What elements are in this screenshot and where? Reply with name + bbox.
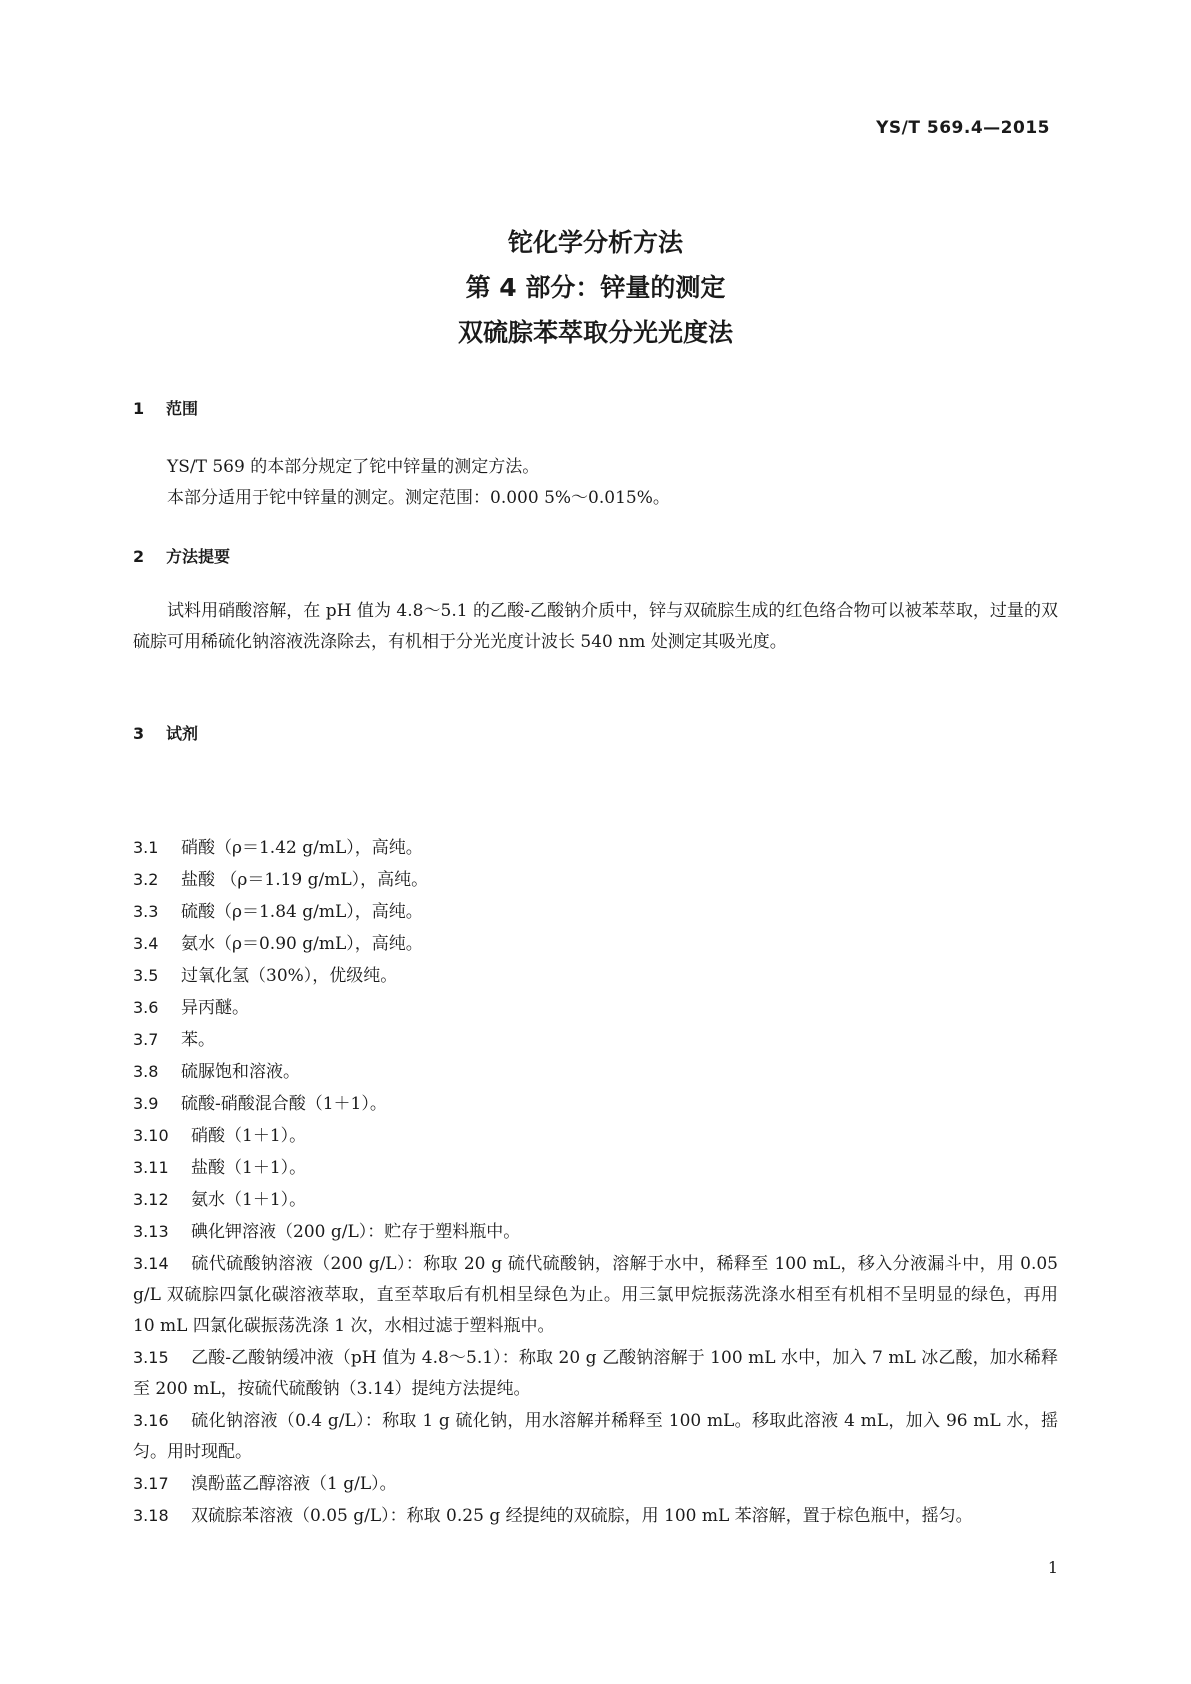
item-number: 3.8 [133, 1062, 159, 1081]
item-number: 3.3 [133, 902, 159, 921]
item-text: 盐酸（1＋1）。 [191, 1158, 307, 1178]
item-text: 碘化钾溶液（200 g/L）：贮存于塑料瓶中。 [191, 1222, 521, 1242]
item-text: 硫代硫酸钠溶液（200 g/L）：称取 20 g 硫代硫酸钠，溶解于水中，稀释至 100 mL，移入分液漏斗中，用 0.05 g/L 双硫腙四氯化碳溶液萃取，直至萃取后有机相呈绿色为止。用三氯甲烷振荡洗涤水相至有机相不呈明显的绿色，再用 10 mL 四氯化碳振荡洗涤 1 次，水相过滤于塑料瓶中。 [133, 1254, 1058, 1336]
reagent-item [133, 1405, 1058, 1468]
item-number: 3.13 [133, 1222, 169, 1241]
title-line-3: 双硫腙苯萃取分光光度法 [457, 318, 733, 347]
reagent-item [133, 1216, 1058, 1248]
item-text: 硫酸（ρ＝1.84 g/mL），高纯。 [181, 902, 423, 922]
reagent-item [133, 1500, 1058, 1532]
reagent-item [133, 832, 1058, 864]
item-text: 氨水（ρ＝0.90 g/mL），高纯。 [181, 934, 423, 954]
paragraph: YS/T 569 的本部分规定了铊中锌量的测定方法。 [167, 457, 540, 477]
reagent-item [133, 992, 1058, 1024]
item-text: 过氧化氢（30%），优级纯。 [181, 966, 398, 986]
reagent-item [133, 1152, 1058, 1184]
section-title: 方法提要 [166, 547, 231, 566]
item-text: 苯。 [181, 1030, 215, 1050]
reagent-item [133, 1342, 1058, 1405]
reagent-item [133, 1088, 1058, 1120]
item-text: 硝酸（ρ＝1.42 g/mL），高纯。 [181, 838, 423, 858]
item-number: 3.17 [133, 1474, 169, 1493]
reagent-item [133, 864, 1058, 896]
item-number: 3.4 [133, 934, 159, 953]
item-number: 3.2 [133, 870, 159, 889]
item-number: 3.12 [133, 1190, 169, 1209]
section-title: 范围 [166, 399, 199, 418]
section-heading-scope [133, 396, 198, 419]
reagent-item [133, 960, 1058, 992]
item-text: 双硫腙苯溶液（0.05 g/L）：称取 0.25 g 经提纯的双硫腙，用 100 mL 苯溶解，置于棕色瓶中，摇匀。 [191, 1506, 973, 1526]
reagent-item [133, 1468, 1058, 1500]
item-text: 异丙醚。 [181, 998, 249, 1018]
title-line-2: 第 4 部分：锌量的测定 [465, 273, 726, 302]
section-body-scope [133, 452, 1058, 514]
reagent-item [133, 896, 1058, 928]
item-number: 3.18 [133, 1506, 169, 1525]
page-number: 1 [1047, 1558, 1058, 1577]
standard-code: YS/T 569.4—2015 [876, 118, 1050, 138]
item-number: 3.9 [133, 1094, 159, 1113]
reagent-item [133, 1184, 1058, 1216]
item-text: 氨水（1＋1）。 [191, 1190, 307, 1210]
item-number: 3.11 [133, 1158, 169, 1177]
section-number: 2 [133, 547, 145, 566]
item-number: 3.16 [133, 1411, 169, 1430]
reagent-list [133, 832, 1058, 1532]
reagent-item [133, 1248, 1058, 1342]
item-text: 盐酸 （ρ＝1.19 g/mL），高纯。 [181, 870, 429, 890]
reagent-item [133, 1120, 1058, 1152]
reagent-item [133, 1024, 1058, 1056]
item-number: 3.14 [133, 1254, 169, 1273]
reagent-item [133, 928, 1058, 960]
paragraph: 本部分适用于铊中锌量的测定。测定范围：0.000 5%～0.015%。 [167, 488, 670, 508]
item-text: 硫脲饱和溶液。 [181, 1062, 300, 1082]
section-heading-reagents [133, 721, 198, 744]
title-line-1: 铊化学分析方法 [507, 228, 683, 257]
item-text: 硫化钠溶液（0.4 g/L）：称取 1 g 硫化钠，用水溶解并稀释至 100 mL。移取此溶液 4 mL，加入 96 mL 水，摇匀。用时现配。 [133, 1411, 1058, 1462]
section-body-principle [133, 596, 1058, 658]
document-title [0, 220, 1191, 355]
item-text: 硫酸-硝酸混合酸（1＋1）。 [181, 1094, 387, 1114]
item-number: 3.15 [133, 1348, 169, 1367]
paragraph: 试料用硝酸溶解，在 pH 值为 4.8～5.1 的乙酸-乙酸钠介质中，锌与双硫腙生成的红色络合物可以被苯萃取，过量的双硫腙可用稀硫化钠溶液洗涤除去，有机相于分光光度计波长 540 nm 处测定其吸光度。 [133, 601, 1058, 652]
item-text: 硝酸（1＋1）。 [191, 1126, 307, 1146]
section-heading-principle [133, 544, 230, 567]
item-number: 3.5 [133, 966, 159, 985]
item-number: 3.1 [133, 838, 159, 857]
item-text: 溴酚蓝乙醇溶液（1 g/L）。 [191, 1474, 397, 1494]
section-number: 3 [133, 724, 145, 743]
reagent-item [133, 1056, 1058, 1088]
item-number: 3.6 [133, 998, 159, 1017]
section-number: 1 [133, 399, 145, 418]
section-title: 试剂 [166, 724, 199, 743]
item-number: 3.7 [133, 1030, 159, 1049]
item-number: 3.10 [133, 1126, 169, 1145]
item-text: 乙酸-乙酸钠缓冲液（pH 值为 4.8～5.1）：称取 20 g 乙酸钠溶解于 100 mL 水中，加入 7 mL 冰乙酸，加水稀释至 200 mL，按硫代硫酸钠（3.14）提纯方法提纯。 [133, 1348, 1058, 1399]
